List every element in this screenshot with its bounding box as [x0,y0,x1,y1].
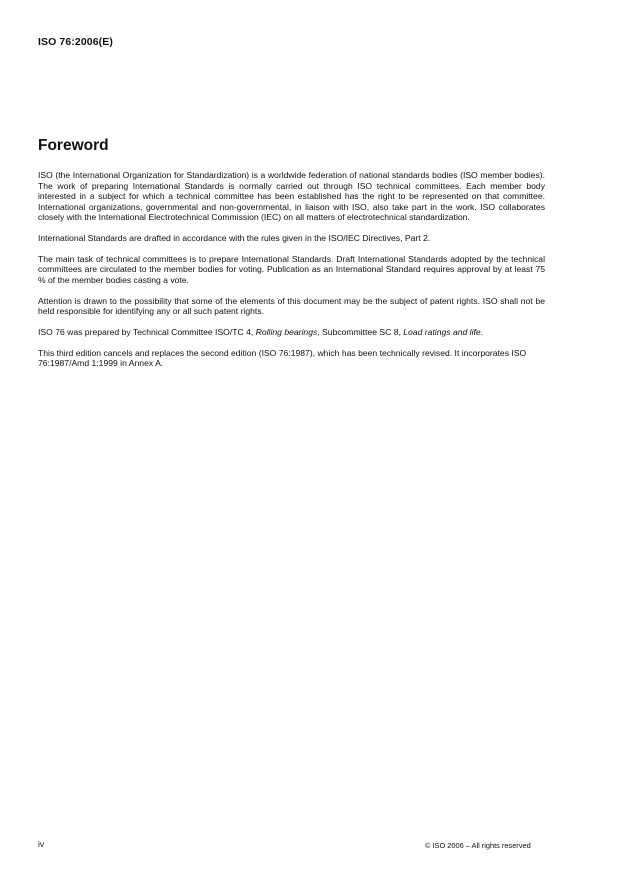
page-number: iv [38,839,45,849]
paragraph-edition-note: This third edition cancels and replaces the second edition (ISO 76:1987), which has been technically revised. It incorporates ISO 76:1987/Amd 1:1999 in Annex A. [38,347,527,369]
prepared-by-text: ISO 76 was prepared by Technical Committee ISO/TC 4, [38,327,256,338]
subcommittee-name: Load ratings and life [403,327,481,338]
paragraph-drafting-rules: International Standards are drafted in accordance with the rules given in the ISO/IEC Directives, Part 2. [38,232,431,243]
subcommittee-text: , Subcommittee SC 8, [317,327,404,338]
paragraph-prepared-by [38,327,545,338]
period: . [480,327,484,338]
paragraph-committee-task: The main task of technical committees is to prepare International Standards. Draft International Standards adopted by the technical committees are circulated to the member bodies for voting. Publication as an International Standard requires approval by at least 75 % of the member bodies casting a vote. [38,253,545,285]
committee-name: Rolling bearings [255,327,318,338]
copyright-notice: © ISO 2006 – All rights reserved [425,841,531,850]
paragraph-patent-notice: Attention is drawn to the possibility that some of the elements of this document may be the subject of patent rights. ISO shall not be held responsible for identifying any or all such patent rights. [38,295,545,317]
document-id-header: ISO 76:2006(E) [38,36,113,48]
paragraph-iso-intro: ISO (the International Organization for Standardization) is a worldwide federation of national standards bodies (ISO member bodies). The work of preparing International Standards is normally carried out through ISO technical committees. Each member body interested in a subject for which a technical committee has been established has the right to be represented on that committee. International organizations, governmental and non-governmental, in liaison with ISO, also take part in the work. ISO collaborates closely with the International Electrotechnical Commission (IEC) on all matters of electrotechnical standardization. [38,170,545,222]
section-title: Foreword [38,137,109,154]
foreword-body [38,170,545,379]
